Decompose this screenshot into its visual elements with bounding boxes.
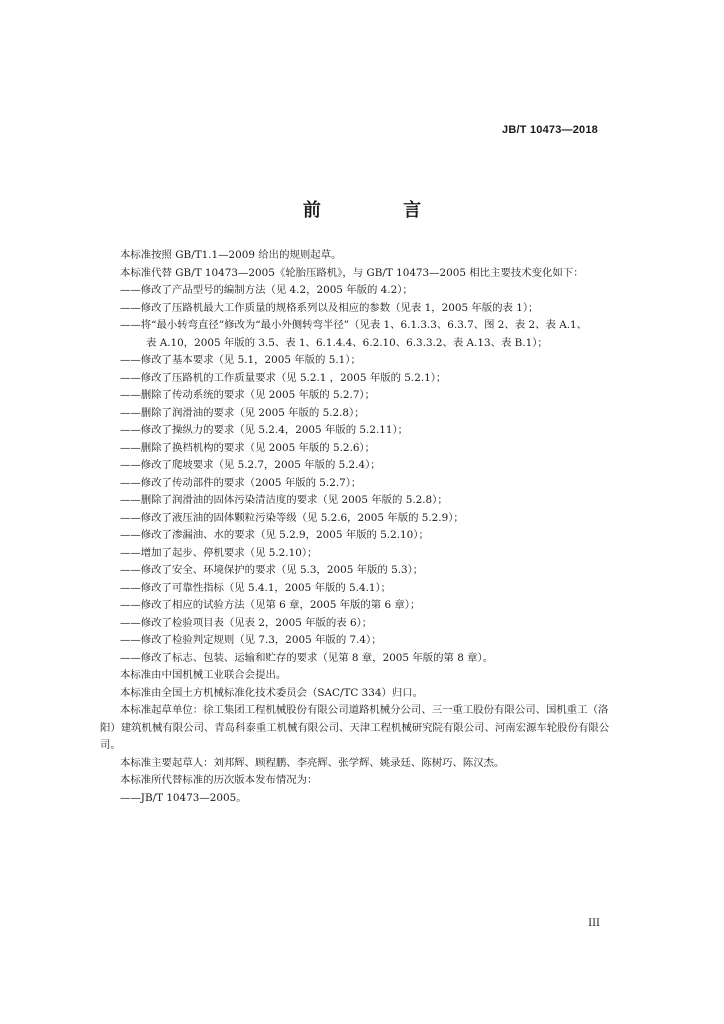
list-item: ——修改了检验项目表（见表 2，2005 年版的表 6）；	[120, 616, 373, 629]
list-item: ——修改了压路机最大工作质量的规格系列以及相应的参数（见表 1，2005 年版的表 1）；	[120, 301, 539, 314]
replacement-paragraph: 本标准代替 GB/T 10473—2005《轮胎压路机》，与 GB/T 10473—2005 相比主要技术变化如下：	[120, 266, 584, 279]
list-item: ——修改了检验判定规则（见 7.3，2005 年版的 7.4）；	[120, 634, 382, 646]
list-item: ——修改了操纵力的要求（见 5.2.4，2005 年版的 5.2.11）；	[120, 424, 409, 436]
list-item: ——修改了基本要求（见 5.1，2005 年版的 5.1）；	[120, 354, 361, 366]
list-item: ——修改了标志、包装、运输和贮存的要求（见第 8 章，2005 年版的第 8 章）。	[120, 651, 494, 664]
document-body	[100, 247, 618, 807]
list-item: ——修改了产品型号的编制方法（见 4.2，2005 年版的 4.2）；	[120, 284, 413, 296]
list-item: ——修改了爬坡要求（见 5.2.7，2005 年版的 5.2.4）；	[120, 459, 381, 471]
list-item: ——修改了渗漏油、水的要求（见 5.2.9，2005 年版的 5.2.10）；	[120, 529, 429, 541]
list-item: ——修改了安全、环境保护的要求（见 5.3，2005 年版的 5.3）；	[120, 564, 424, 576]
committee-paragraph: 本标准由全国土方机械标准化技术委员会（SAC/TC 334）归口。	[120, 686, 424, 699]
list-item-continuation: 表 A.10，2005 年版的 3.5、表 1、6.1.4.4、6.2.10、6.3.3.2、表 A.13、表 B.1）；	[146, 336, 548, 349]
page-title: 前 言	[302, 200, 460, 221]
list-item: ——删除了润滑油的要求（见 2005 年版的 5.2.8）；	[120, 406, 365, 419]
list-item: ——删除了传动系统的要求（见 2005 年版的 5.2.7）；	[120, 389, 376, 401]
page-number: III	[588, 918, 600, 929]
list-item: ——修改了传动部件的要求（2005 年版的 5.2.7）；	[120, 476, 362, 489]
list-item: ——修改了相应的试验方法（见第 6 章，2005 年版的第 6 章）；	[120, 599, 421, 611]
list-item: ——修改了可靠性指标（见 5.4.1，2005 年版的 5.4.1）；	[120, 581, 392, 594]
list-item: ——修改了液压油的固体颗粒污染等级（见 5.2.6，2005 年版的 5.2.9）；	[120, 511, 464, 524]
list-item: ——修改了压路机的工作质量要求（见 5.2.1 ，2005 年版的 5.2.1）；	[120, 371, 447, 384]
history-paragraph: 本标准所代替标准的历次版本发布情况为：	[120, 774, 318, 786]
changes-list	[100, 282, 618, 667]
list-item: ——将“最小转弯直径”修改为“最小外侧转弯半径”（见表 1、6.1.3.3、6.3.7、图 2、表 2、表 A.1、 表 A.10，2005 年版的 3.5、表 1、6.1.4.4、6.2.10、6.3.3.2、表 A.13、表 B.1）；	[100, 317, 618, 352]
drafting-units-paragraph: 本标准起草单位：徐工集团工程机械股份有限公司道路机械分公司、三一重工股份有限公司、国机重工（洛阳）建筑机械有限公司、青岛科泰重工机械有限公司、天津工程机械研究院有限公司、河南宏源车轮股份有限公司。	[100, 704, 610, 751]
previous-version-item: ——JB/T 10473—2005。	[120, 791, 247, 804]
drafters-paragraph: 本标准主要起草人：刘邦辉、顾程鹏、李亮辉、张学辉、姚录廷、陈树巧、陈汉杰。	[120, 756, 505, 769]
list-item: ——增加了起步、停机要求（见 5.2.10）；	[120, 546, 318, 559]
proposer-paragraph: 本标准由中国机械工业联合会提出。	[120, 669, 287, 681]
list-item: ——删除了换档机构的要求（见 2005 年版的 5.2.6）；	[120, 441, 376, 454]
drafting-rule-paragraph: 本标准按照 GB/T1.1—2009 给出的规则起草。	[120, 249, 342, 261]
standard-code: JB/T 10473—2018	[502, 124, 598, 136]
list-item: ——删除了润滑油的固体污染清洁度的要求（见 2005 年版的 5.2.8）；	[120, 494, 448, 506]
